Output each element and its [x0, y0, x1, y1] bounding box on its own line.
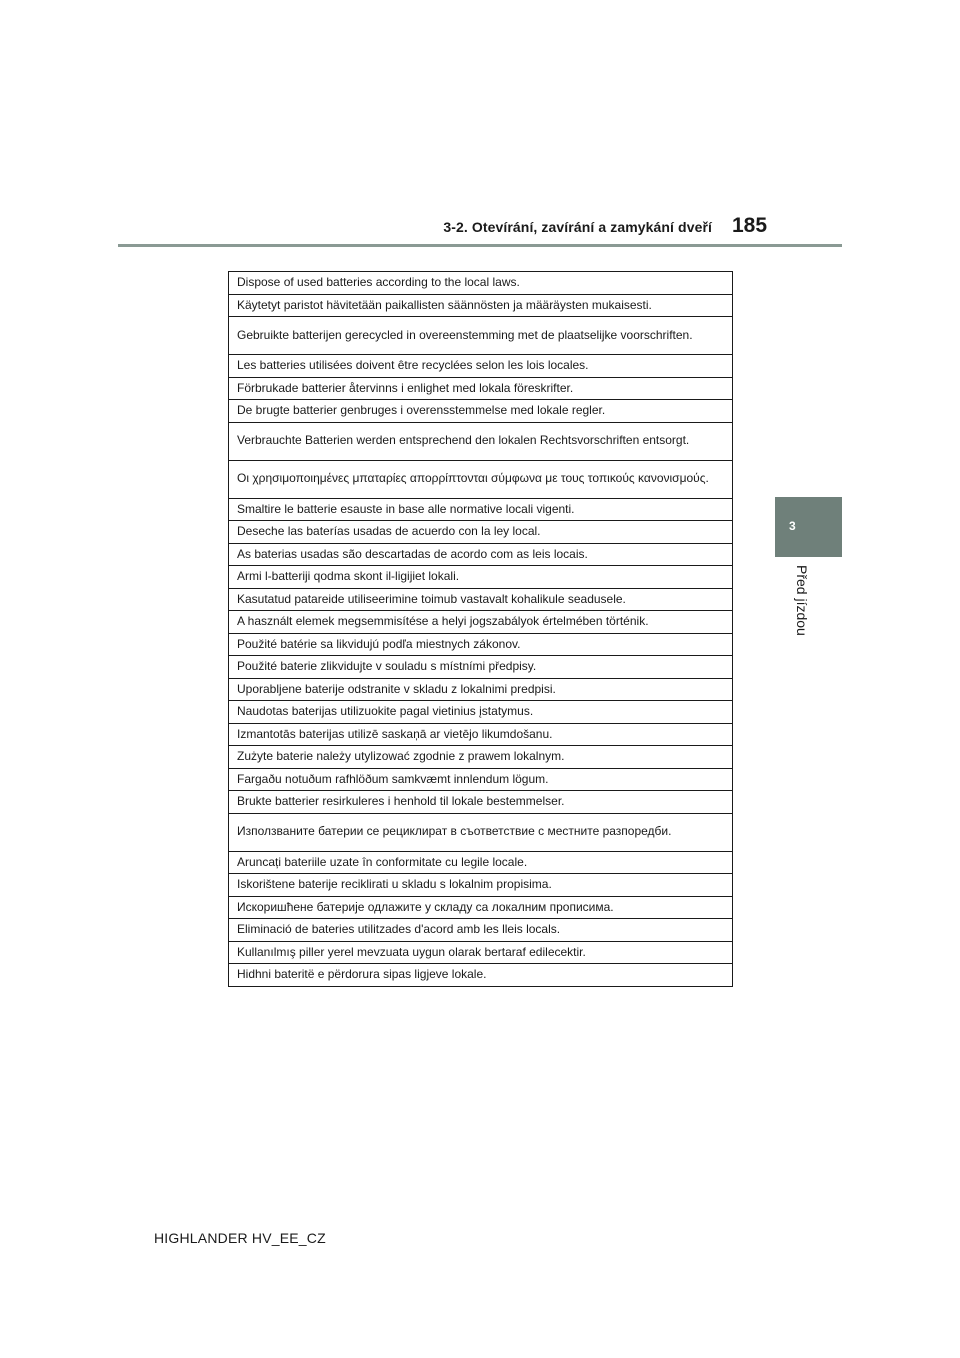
table-cell: As baterias usadas são descartadas de acordo com as leis locais. — [229, 543, 733, 566]
table-cell: Kasutatud patareide utiliseerimine toimub vastavalt kohalikule seadusele. — [229, 588, 733, 611]
table-row — [229, 656, 733, 679]
table-cell: Искоришћене батерије одлажите у складу са локалним прописима. — [229, 896, 733, 919]
table-row — [229, 317, 733, 355]
table-row — [229, 964, 733, 987]
table-cell: Izmantotās baterijas utilizē saskaņā ar vietējo likumdošanu. — [229, 723, 733, 746]
chapter-tab — [775, 497, 842, 557]
table-row — [229, 791, 733, 814]
table-cell: Fargaðu notuðum rafhlöðum samkvæmt innlendum lögum. — [229, 768, 733, 791]
table-row — [229, 543, 733, 566]
section-title: 3-2. Otevírání, zavírání a zamykání dveří — [443, 219, 712, 235]
table-cell: Použité baterie zlikvidujte v souladu s místními předpisy. — [229, 656, 733, 679]
table-cell: Käytetyt paristot hävitetään paikallisten säännösten ja määräysten mukaisesti. — [229, 294, 733, 317]
table-cell: Uporabljene baterije odstranite v skladu z lokalnimi predpisi. — [229, 678, 733, 701]
table-row — [229, 355, 733, 378]
table-row — [229, 422, 733, 460]
chapter-side-title: Před jízdou — [794, 565, 810, 636]
table-row — [229, 400, 733, 423]
table-row — [229, 633, 733, 656]
table-row — [229, 521, 733, 544]
table-row — [229, 588, 733, 611]
table-cell: Les batteries utilisées doivent être recyclées selon les lois locales. — [229, 355, 733, 378]
table-row — [229, 746, 733, 769]
table-row — [229, 678, 733, 701]
table-cell: Iskorištene baterije reciklirati u skladu s lokalnim propisima. — [229, 874, 733, 897]
table-row — [229, 941, 733, 964]
chapter-number: 3 — [789, 519, 796, 533]
table-cell: Aruncați bateriile uzate în conformitate cu legile locale. — [229, 851, 733, 874]
table-row — [229, 723, 733, 746]
table-cell: Οι χρησιμοποιημένες μπαταρίες απορρίπτονται σύμφωνα με τους τοπικούς κανονισμούς. — [229, 460, 733, 498]
table-row — [229, 919, 733, 942]
table-cell: Brukte batterier resirkuleres i henhold til lokale bestemmelser. — [229, 791, 733, 814]
table-cell: Dispose of used batteries according to the local laws. — [229, 272, 733, 295]
table-row — [229, 701, 733, 724]
table-cell: Verbrauchte Batterien werden entsprechend den lokalen Rechtsvorschriften entsorgt. — [229, 422, 733, 460]
table-cell: Naudotas baterijas utilizuokite pagal vietinius įstatymus. — [229, 701, 733, 724]
table-cell: Smaltire le batterie esauste in base alle normative locali vigenti. — [229, 498, 733, 521]
table-row — [229, 566, 733, 589]
table-cell: Deseche las baterías usadas de acuerdo con la ley local. — [229, 521, 733, 544]
table-row — [229, 813, 733, 851]
table-cell: Eliminació de bateries utilitzades d'acord amb les lleis locals. — [229, 919, 733, 942]
table-cell: Förbrukade batterier återvinns i enlighet med lokala föreskrifter. — [229, 377, 733, 400]
table-cell: Hidhni bateritë e përdorura sipas ligjeve lokale. — [229, 964, 733, 987]
header-rule — [118, 244, 842, 247]
table-cell: Kullanılmış piller yerel mevzuata uygun olarak bertaraf edilecektir. — [229, 941, 733, 964]
table-cell: Gebruikte batterijen gerecycled in overeenstemming met de plaatselijke voorschriften. — [229, 317, 733, 355]
table-cell: Използваните батерии се рециклират в съответствие с местните разпоредби. — [229, 813, 733, 851]
table-row — [229, 874, 733, 897]
table-row — [229, 611, 733, 634]
page-number: 185 — [732, 214, 768, 237]
table-cell: Zużyte baterie należy utylizować zgodnie z prawem lokalnym. — [229, 746, 733, 769]
table-row — [229, 768, 733, 791]
table-row — [229, 272, 733, 295]
footer-model-code: HIGHLANDER HV_EE_CZ — [154, 1230, 326, 1246]
table-cell: Armi l-batteriji qodma skont il-ligijiet lokali. — [229, 566, 733, 589]
table-cell: Použité batérie sa likvidujú podľa miestnych zákonov. — [229, 633, 733, 656]
table-row — [229, 851, 733, 874]
table-row — [229, 460, 733, 498]
table-row — [229, 498, 733, 521]
battery-disposal-table — [228, 271, 733, 987]
table-cell: A használt elemek megsemmisítése a helyi jogszabályok értelmében történik. — [229, 611, 733, 634]
table-row — [229, 294, 733, 317]
table-cell: De brugte batterier genbruges i overensstemmelse med lokale regler. — [229, 400, 733, 423]
table-row — [229, 896, 733, 919]
table-row — [229, 377, 733, 400]
